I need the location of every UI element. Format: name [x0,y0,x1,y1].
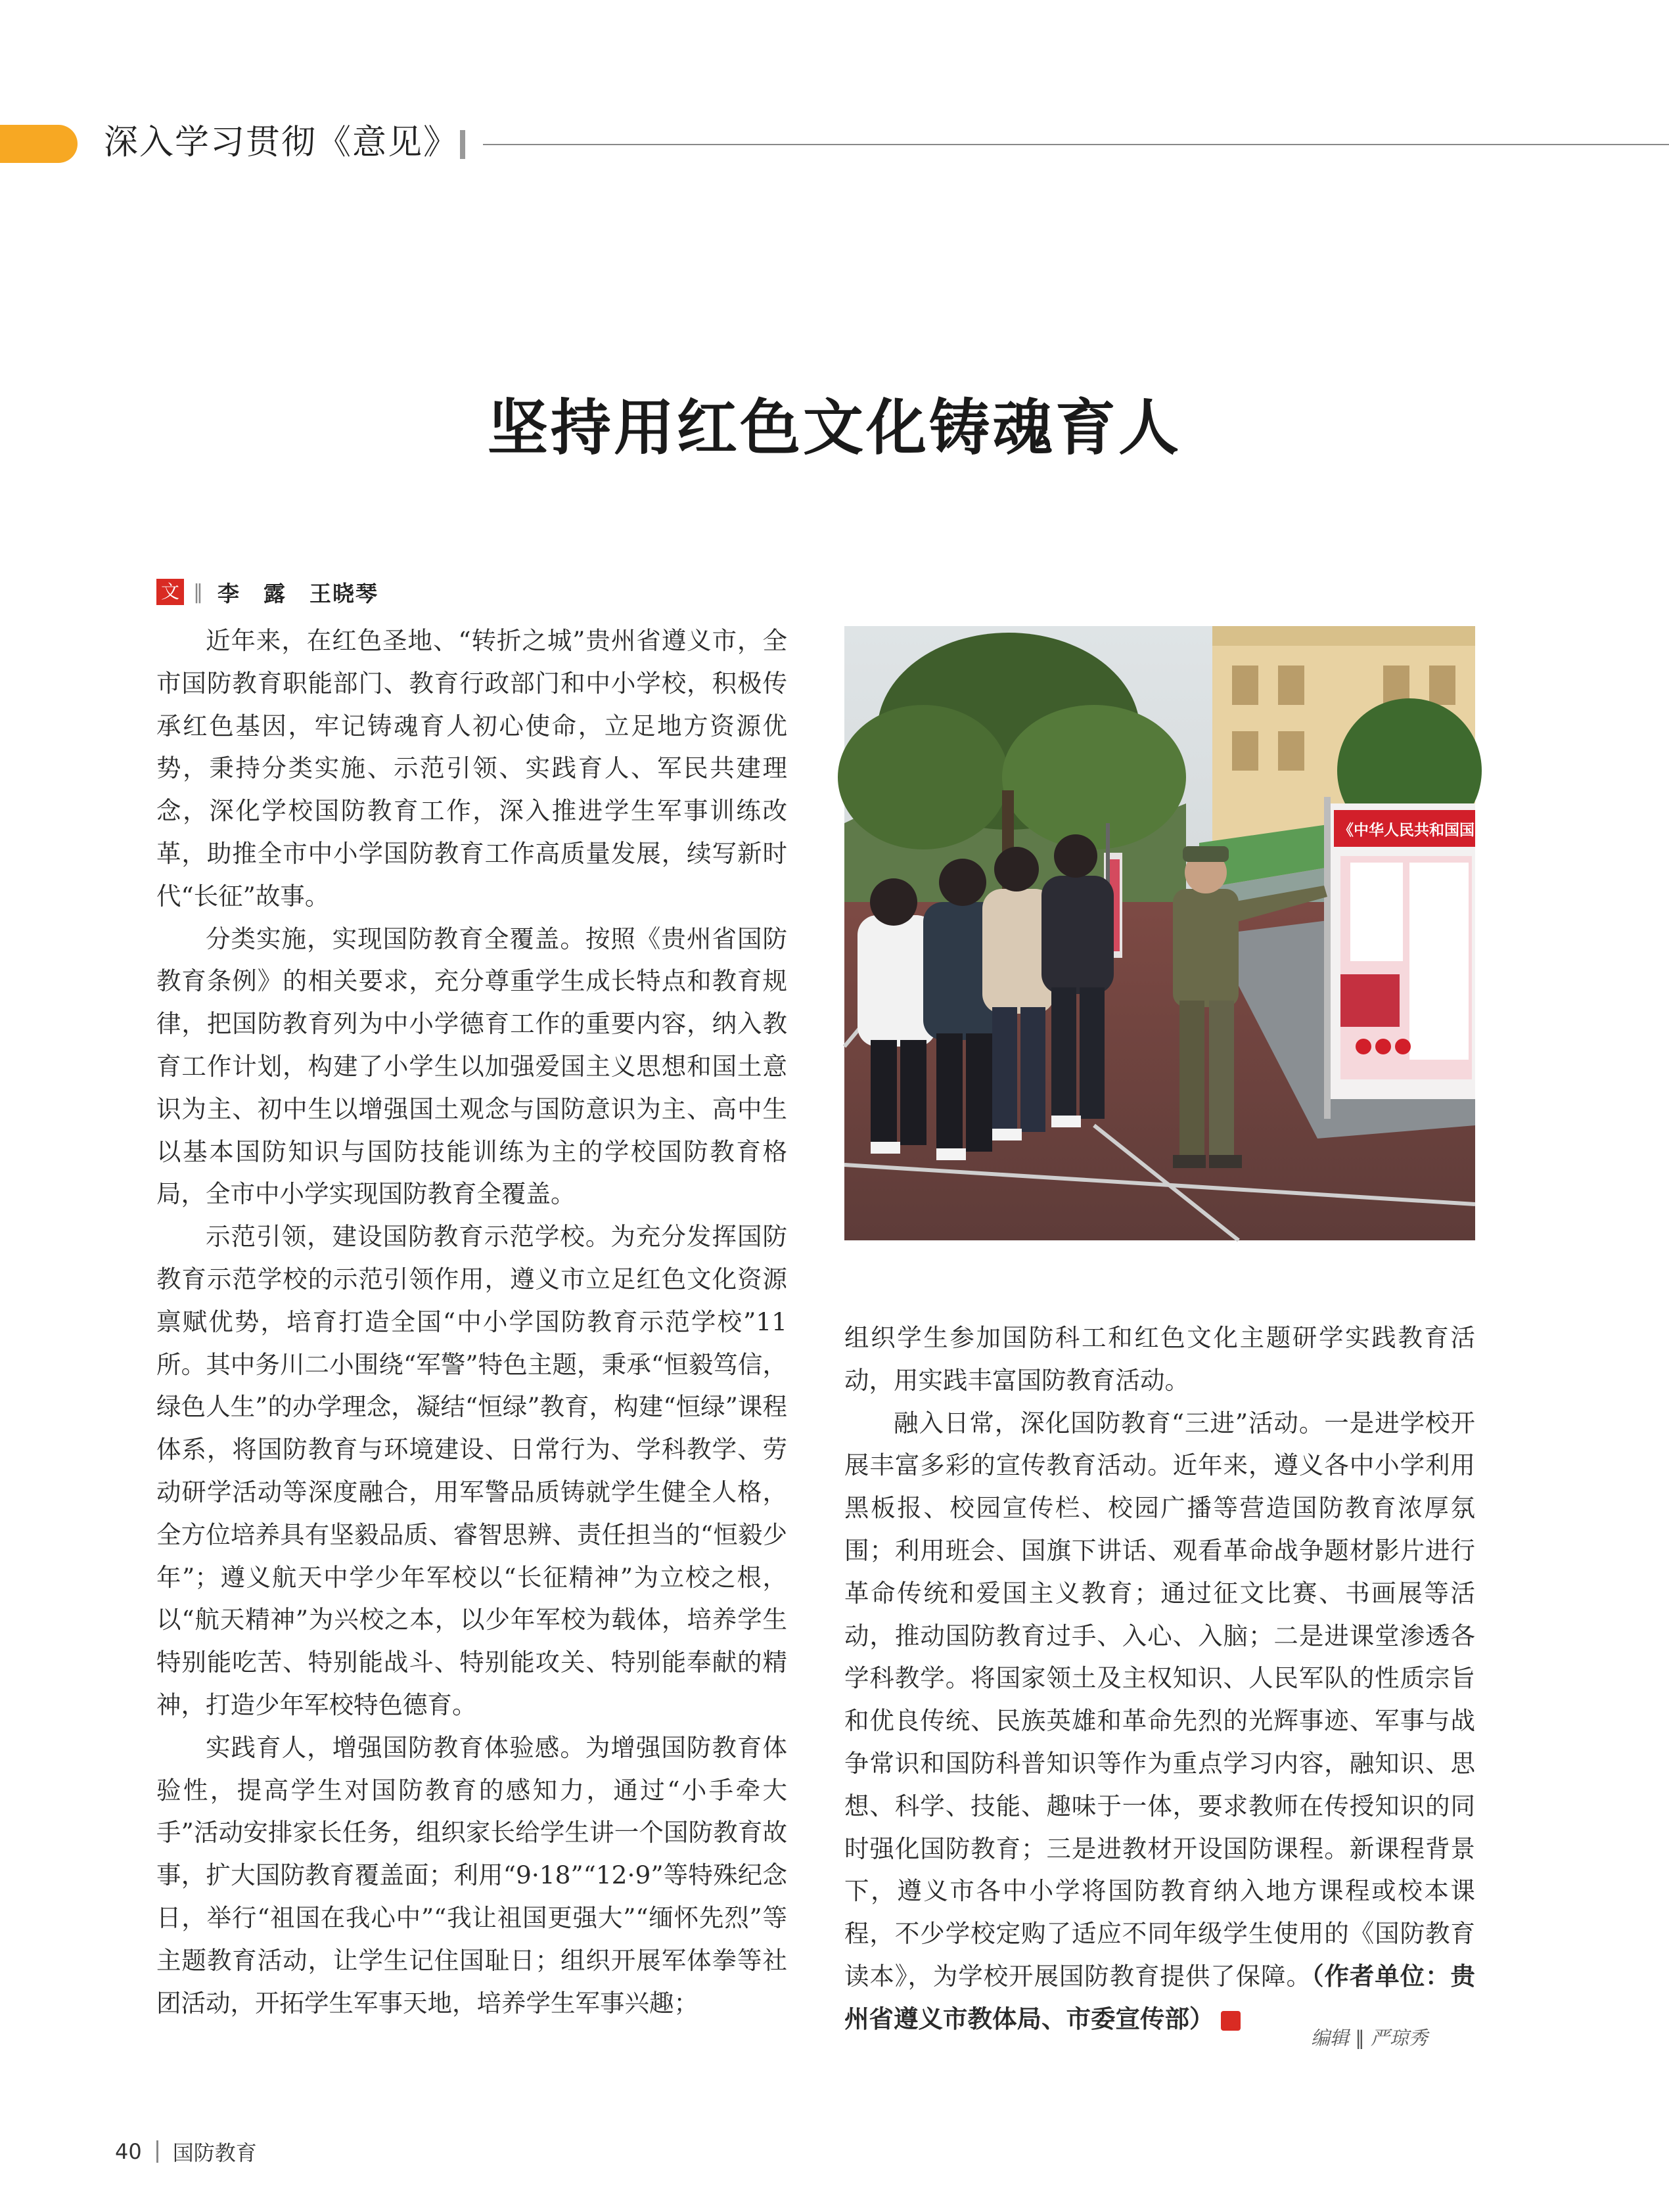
editor-credit: 编辑 ‖ 严琼秀 [1311,2027,1428,2049]
paragraph-daily-integration [844,1402,1475,2041]
article-photo [844,626,1505,1240]
page-footer [115,2137,257,2166]
byline-separator: ‖ [193,580,203,604]
photo-illustration [844,626,1505,1240]
section-title: 深入学习贯彻《意见》 [104,123,459,162]
publication-name: 国防教育 [172,2140,257,2165]
author-unit: （作者单位：贵州省遵义市教体局、市委宣传部） [844,1961,1476,2033]
authors: 李 露 王晓琴 [217,580,378,606]
page-number: 40 [115,2139,142,2164]
end-mark-icon: G [1221,2011,1241,2031]
paragraph-classified: 分类实施，实现国防教育全覆盖。按照《贵州省国防教育条例》的相关要求，充分尊重学生成长特点和教育规律，把国防教育列为中小学德育工作的重要内容，纳入教育工作计划，构建了小学生以加强爱国主义思想和国土意识为主、初中生以增强国土观念与国防意识为主、高中生以基本国防知识与国防技能训练为主的学校国防教育格局，全市中小学实现国防教育全覆盖。 [156,924,787,1209]
footer-separator [156,2140,158,2163]
right-column [844,1317,1475,2041]
board-title-text: 《中华人民共和国国防教 [1338,822,1505,839]
paragraph-continuation: 组织学生参加国防科工和红色文化主题研学实践教育活动，用实践丰富国防教育活动。 [844,1323,1475,1395]
paragraph-practice: 实践育人，增强国防教育体验感。为增强国防教育体验性，提高学生对国防教育的感知力，通过“小手牵大手”活动安排家长任务，组织家长给学生讲一个国防教育故事，扩大国防教育覆盖面；利用“9·18”“12·9”等特殊纪念日，举行“祖国在我心中”“我让祖国更强大”“缅怀先烈”等主题教育活动，让学生记住国耻日；组织开展军体拳等社团活动，开拓学生军事天地，培养学生军事兴趣； [156,1732,787,2018]
paragraph-daily-integration-text: 融入日常，深化国防教育“三进”活动。一是进学校开展丰富多彩的宣传教育活动。近年来，遵义各中小学利用黑板报、校园宣传栏、校园广播等营造国防教育浓厚氛围；利用班会、国旗下讲话、观看革命战争题材影片进行革命传统和爱国主义教育；通过征文比赛、书画展等活动，推动国防教育过手、入心、入脑；二是进课堂渗透各学科教学。将国家领土及主权知识、人民军队的性质宗旨和优良传统、民族英雄和革命先烈的光辉事迹、军事与战争常识和国防科普知识等作为重点学习内容，融知识、思想、科学、技能、趣味于一体，要求教师在传授知识的同时强化国防教育；三是进教材开设国防课程。新课程背景下，遵义市各中小学将国防教育纳入地方课程或校本课程，不少学校定购了适应不同年级学生使用的《国防教育读本》，为学校开展国防教育提供了保障。 [844,1408,1475,1991]
left-column [156,620,787,2024]
section-divider-mark [460,130,465,159]
section-rule-line [483,144,1669,145]
article-title: 坚持用红色文化铸魂育人 [487,393,1181,463]
paragraph-demonstration: 示范引领，建设国防教育示范学校。为充分发挥国防教育示范学校的示范引领作用，遵义市立足红色文化资源禀赋优势，培育打造全国“中小学国防教育示范学校”11所。其中务川二小围绕“军警”特色主题，秉承“恒毅笃信，绿色人生”的办学理念，凝结“恒绿”教育，构建“恒绿”课程体系，将国防教育与环境建设、日常行为、学科教学、劳动研学活动等深度融合，用军警品质铸就学生健全人格，全方位培养具有坚毅品质、睿智思辨、责任担当的“恒毅少年”；遵义航天中学少年军校以“长征精神”为立校之根，以“航天精神”为兴校之本，以少年军校为载体，培养学生特别能吃苦、特别能战斗、特别能攻关、特别能奉献的精神，打造少年军校特色德育。 [156,1222,787,1719]
byline [156,578,378,606]
section-accent-bar [0,125,78,163]
paragraph-intro: 近年来，在红色圣地、“转折之城”贵州省遵义市，全市国防教育职能部门、教育行政部门和中小学校，积极传承红色基因，牢记铸魂育人初心使命，立足地方资源优势，秉持分类实施、示范引领、实践育人、军民共建理念，深化学校国防教育工作，深入推进学生军事训练改革，助推全市中小学国防教育工作高质量发展，续写新时代“长征”故事。 [156,626,787,911]
byline-tag: 文 [156,579,184,605]
